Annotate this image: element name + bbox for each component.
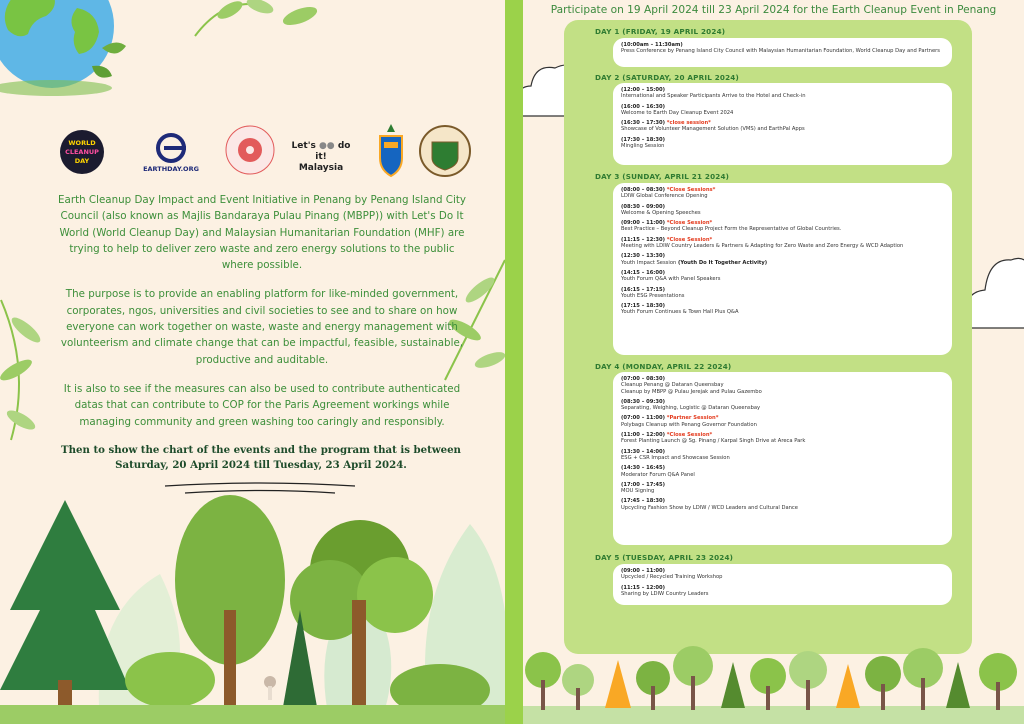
event-item: (17:30 – 18:30) Mingling Session xyxy=(621,136,665,150)
forest-illustration-icon xyxy=(0,490,505,724)
day-2-box xyxy=(613,83,952,165)
event-item: (16:00 – 16:30) Welcome to Earth Day Cleanup Event 2024 xyxy=(621,103,734,116)
svg-text:EARTHDAY.ORG: EARTHDAY.ORG xyxy=(143,165,199,173)
letsdoit-malaysia-logo: Let's ●● do it! Malaysia xyxy=(291,141,351,173)
day-2-title: DAY 2 (SATURDAY, 20 APRIL 2024) xyxy=(595,73,739,82)
penang-crest-logo xyxy=(376,122,406,180)
event-item: (17:00 – 17:45) MOU Signing xyxy=(621,481,665,495)
event-item: (07:00 – 08:30) Cleanup Penang @ Dataran Queensbay Cleanup by MBPP @ Pulau Jerejak and Pulau Gazembo xyxy=(621,376,762,395)
event-item: (11:15 – 12:30) *Close Session* Meeting with LDIW Country Leaders & Partners & Adapting for Zero Waste and Zero Energy & WCD Adaption xyxy=(621,236,904,250)
event-item: (12:00 – 15:00) International and Speaker Participants Arrive to the Hotel and Check-in xyxy=(621,87,806,100)
event-item: (08:30 – 09:30) Separating, Weighing, Logistic @ Dataran Queensbay xyxy=(621,398,761,412)
event-item: (10:00am – 11:30am) Press Conference by Penang Island City Council with Malaysian Humanitarian Foundation, World Cleanup Day and Partners xyxy=(621,42,940,55)
earthday-org-logo xyxy=(136,130,206,174)
event-item: (16:15 – 17:15) Youth ESG Presentations xyxy=(621,286,685,299)
event-item: (17:45 – 18:30) Upcycling Fashion Show by LDIW / WCD Leaders and Cultural Dance xyxy=(621,498,798,511)
purpose-paragraph: The purpose is to provide an enabling platform for like-minded government, corporates, ngos, universities and civil societies to see and to share on how everyone can work together on waste, waste and energy management with volunteerism and climate change that can be impactful, feasible, sustainable, productive and auditable. xyxy=(60,288,464,366)
event-item: (09:00 – 11:00) *Close Session* Best Practice – Beyond Cleanup Project Form the Representative of Global Countries. xyxy=(621,220,842,233)
event-item: (08:30 – 09:00) Welcome & Opening Speeches xyxy=(621,203,701,216)
svg-text:DAY: DAY xyxy=(74,157,90,165)
world-cleanup-day-logo xyxy=(58,128,106,176)
svg-text:CLEANUP: CLEANUP xyxy=(65,148,99,156)
svg-text:WORLD: WORLD xyxy=(68,139,96,147)
day-5-box xyxy=(613,564,952,605)
event-item: (11:00 – 12:00) *Close Session* Forest Planting Launch @ Sg. Pinang / Karpal Singh Drive at Areca Park xyxy=(621,432,806,445)
event-item: (08:00 – 08:30) *Close Sessions* LDIW Global Conference Opening xyxy=(621,187,716,200)
mhf-logo xyxy=(224,124,276,176)
event-item: (14:30 – 16:45) Moderator Forum Q&A Panel xyxy=(621,465,695,478)
cloud-right-icon xyxy=(963,210,1024,330)
event-item: (16:30 – 17:30) *close session* Showcase of Volunteer Management Solution (VMS) and EarthPal Apps xyxy=(621,120,805,133)
measures-paragraph: It is also to see if the measures can also be used to contribute authenticated datas that can contribute to COP for the Paris Agreement workings while managing community and green washing too caringly and responsibly. xyxy=(63,382,461,428)
event-item: (12:30 – 13:30) Youth Impact Session (Youth Do It Together Activity) xyxy=(621,253,768,266)
day-4-box xyxy=(613,372,952,545)
event-item: (11:15 – 12:00) Sharing by LDIW Country Leaders xyxy=(621,584,709,597)
event-item: (17:15 – 18:30) Youth Forum Continues & Town Hall Plus Q&A xyxy=(621,303,739,316)
intro-paragraph: Earth Cleanup Day Impact and Event Initiative in Penang by Penang Island City Council (also known as Majlis Bandaraya Pulau Pinang (MBPP)) with Let's Do It World (World Cleanup Day) and Malaysian Humanitarian Foundation (MHF) are trying to help to deliver zero waste and zero energy solutions to the public where possible. xyxy=(58,194,466,272)
day-5-title: DAY 5 (TUESDAY, APRIL 23 2024) xyxy=(595,553,734,562)
day-4-title: DAY 4 (MONDAY, APRIL 22 2024) xyxy=(595,362,732,371)
right-panel xyxy=(523,0,1024,724)
call-to-action-text: Then to show the chart of the events and the program that is between Saturday, 20 April 2024 till Tuesday, 23 April 2024. xyxy=(61,444,461,471)
event-item: (14:15 – 16:00) Youth Forum Q&A with Panel Speakers xyxy=(621,269,721,283)
leaves-decoration-icon xyxy=(190,0,330,56)
day-1-title: DAY 1 (FRIDAY, 19 APRIL 2024) xyxy=(595,27,726,36)
page-divider xyxy=(505,0,523,724)
earth-globe-icon xyxy=(0,0,132,108)
intro-text xyxy=(52,192,472,443)
schedule-header: Participate on 19 April 2024 till 23 April 2024 for the Earth Cleanup Event in Penang xyxy=(550,4,997,16)
left-panel xyxy=(0,0,505,724)
day-3-box xyxy=(613,183,952,355)
day-3-title: DAY 3 (SUNDAY, APRIL 21 2024) xyxy=(595,172,730,181)
partner-logos xyxy=(58,122,478,182)
event-item: (13:30 – 14:00) ESG + CSR Impact and Showcase Session xyxy=(621,448,730,461)
event-item: (07:00 – 11:00) *Partner Session* Polybags Cleanup with Penang Governor Foundation xyxy=(621,415,757,428)
event-item: (09:00 – 11:00) Upcycled / Recycled Training Workshop xyxy=(621,568,723,581)
mbpp-logo xyxy=(418,124,472,178)
day-1-box xyxy=(613,38,952,67)
bottom-forest-illustration-icon xyxy=(523,640,1024,724)
